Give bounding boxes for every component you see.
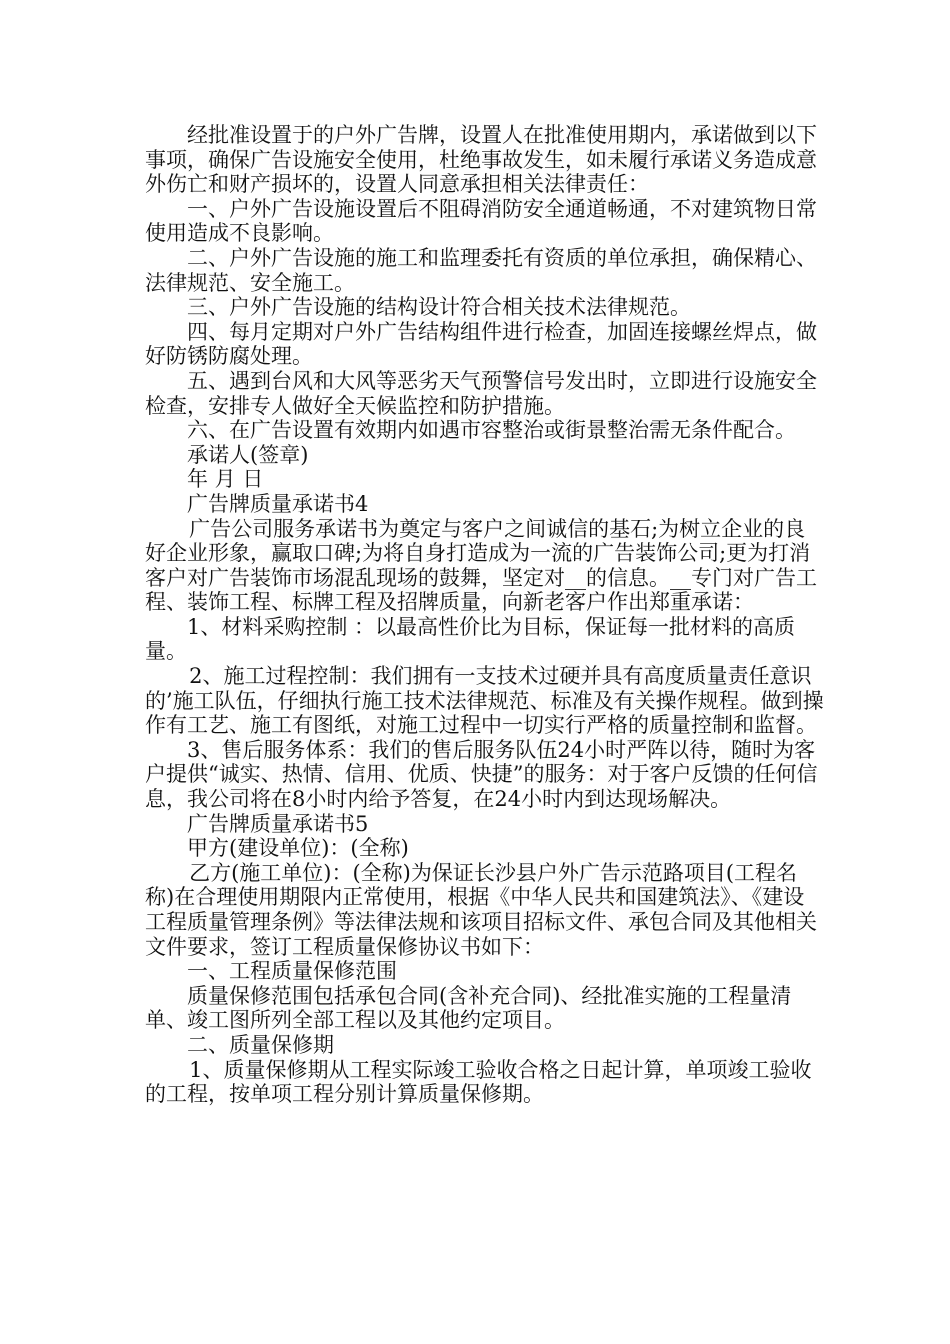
paragraph-item-4: 四、每月定期对户外广告结构组件进行检查，加固连接螺丝焊点，做好防锈防腐处理。 [145, 319, 817, 369]
warranty-period-heading: 二、质量保修期 [187, 1032, 334, 1057]
warranty-scope-paragraph: 质量保修范围包括承包合同(含补充合同)、经批准实施的工程量清单、竣工图所列全部工程以及其他约定项目。 [145, 983, 792, 1033]
paragraph-after-sales: 3、售后服务体系：我们的售后服务队伍24小时严阵以待，随时为客户提供“诚实、热情、信用、优质、快捷”的服务：对于客户反馈的任何信息，我公司将在8小时内给予答复，在24小时内到达现场解决。 [145, 737, 818, 812]
paragraph-service-intro: 广告公司服务承诺书为奠定与客户之间诚信的基石;为树立企业的良好企业形象，赢取口碑;为将自身打造成为一流的广告装饰公司;更为打消客户对广告装饰市场混乱现场的鼓舞，坚定对__的信息。__专门对广告工程、装饰工程、标牌工程及招牌质量，向新老客户作出郑重承诺： [145, 516, 817, 615]
paragraph-item-3: 三、户外广告设施的结构设计符合相关技术法律规范。 [187, 295, 691, 320]
party-a-line: 甲方(建设单位)：(全称) [187, 836, 409, 861]
warranty-period-paragraph: 1、质量保修期从工程实际竣工验收合格之日起计算，单项竣工验收的工程，按单项工程分别计算质量保修期。 [145, 1057, 812, 1107]
paragraph-item-1: 一、户外广告设施设置后不阻碍消防安全通道畅通，不对建筑物日常使用造成不良影响。 [145, 196, 817, 246]
paragraph-item-5: 五、遇到台风和大风等恶劣天气预警信号发出时，立即进行设施安全检查，安排专人做好全天候监控和防护措施。 [145, 368, 817, 418]
section-title-5: 广告牌质量承诺书5 [187, 811, 369, 836]
paragraph-construction-control: 2、施工过程控制：我们拥有一支技术过硬并具有高度质量责任意识的’施工队伍，仔细执行施工技术法律规范、标准及有关操作规程。做到操作有工艺、施工有图纸，对施工过程中一切实行严格的质量控制和监督。 [145, 664, 824, 738]
document-body [145, 123, 825, 1107]
party-b-paragraph: 乙方(施工单位)：(全称)为保证长沙县户外广告示范路项目(工程名称)在合理使用期限内正常使用，根据《中华人民共和国建筑法》、《建设工程质量管理条例》等法律法规和该项目招标文件、承包合同及其他相关文件要求，签订工程质量保修协议书如下： [145, 860, 817, 959]
paragraph-item-6: 六、在广告设置有效期内如遇市容整治或街景整治需无条件配合。 [187, 418, 796, 443]
section-title-4: 广告牌质量承诺书4 [187, 491, 369, 516]
signature-line: 承诺人(签章) [187, 442, 309, 467]
paragraph-material-control: 1、材料采购控制 ：以最高性价比为目标，保证每一批材料的高质量。 [145, 614, 796, 664]
date-line: 年 月 日 [187, 467, 264, 492]
paragraph-intro: 经批准设置于的户外广告牌，设置人在批准使用期内，承诺做到以下事项，确保广告设施安全使用，杜绝事故发生，如未履行承诺义务造成意外伤亡和财产损坏的，设置人同意承担相关法律责任： [145, 123, 817, 197]
paragraph-item-2: 二、户外广告设施的施工和监理委托有资质的单位承担，确保精心、法律规范、安全施工。 [145, 245, 817, 295]
warranty-scope-heading: 一、工程质量保修范围 [187, 959, 397, 984]
